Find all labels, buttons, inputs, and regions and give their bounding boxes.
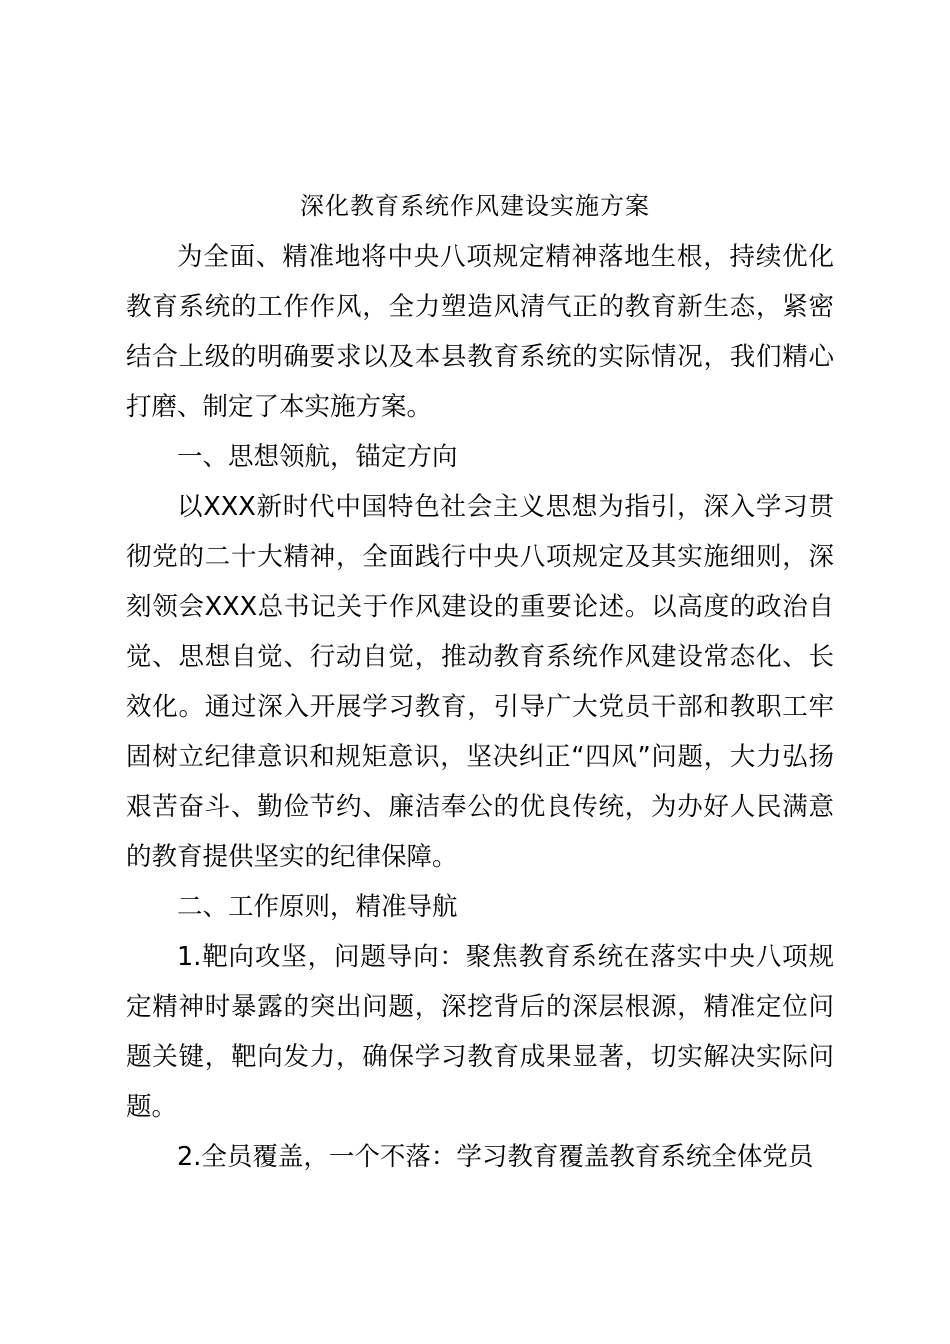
section-heading-2: 二、工作原则，精准导航 <box>177 892 458 922</box>
section-heading-1: 一、思想领航，锚定方向 <box>177 442 458 472</box>
section-1-paragraph: 以XXX新时代中国特色社会主义思想为指引，深入学习贯彻党的二十大精神，全面践行中央八项规定及其实施细则，深刻领会XXX总书记关于作风建设的重要论述。以高度的政治自觉、思想自觉、行动自觉，推动教育系统作风建设常态化、长效化。通过深入开展学习教育，引导广大党员干部和教职工牢固树立纪律意识和规矩意识，坚决纠正“四风”问题，大力弘扬艰苦奋斗、勤俭节约、廉洁奉公的优良传统，为办好人民满意的教育提供坚实的纪律保障。 <box>126 492 834 872</box>
principle-1-paragraph: 1.靶向攻坚，问题导向：聚焦教育系统在落实中央八项规定精神时暴露的突出问题，深挖背后的深层根源，精准定位问题关键，靶向发力，确保学习教育成果显著，切实解决实际问题。 <box>126 942 834 1122</box>
document-title: 深化教育系统作风建设实施方案 <box>300 192 650 220</box>
intro-paragraph: 为全面、精准地将中央八项规定精神落地生根，持续优化教育系统的工作作风，全力塑造风清气正的教育新生态，紧密结合上级的明确要求以及本县教育系统的实际情况，我们精心打磨、制定了本实施方案。 <box>126 242 834 422</box>
document-body <box>126 232 834 1182</box>
principle-2-paragraph: 2.全员覆盖，一个不落：学习教育覆盖教育系统全体党员 <box>177 1142 814 1172</box>
